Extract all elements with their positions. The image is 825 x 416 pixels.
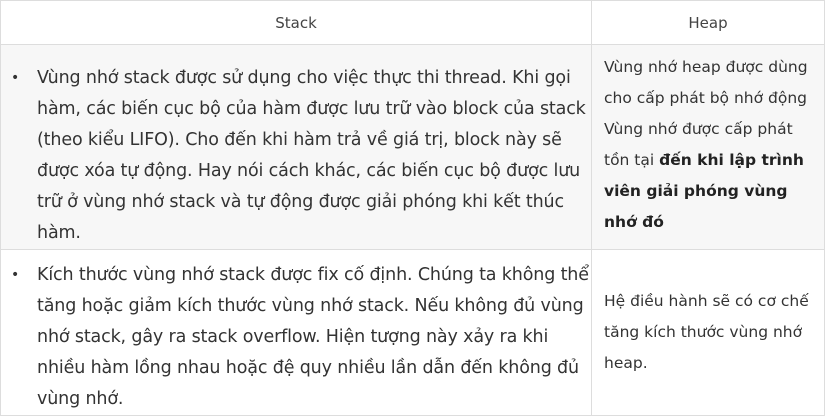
stack-list — [1, 45, 591, 249]
list-item — [11, 260, 591, 415]
table-header-row — [1, 1, 825, 45]
stack-cell — [1, 250, 592, 416]
heap-cell — [592, 250, 825, 416]
stack-text: Kích thước vùng nhớ stack được fix cố định. Chúng ta không thể tăng hoặc giảm kích thước vùng nhớ stack. Nếu không đủ vùng nhớ stack, gây ra stack overflow. Hiện tượng này xảy ra khi nhiều hàm lồng nhau hoặc đệ quy nhiều lần dẫn đến không đủ vùng nhớ. — [37, 265, 589, 409]
bullet-icon: • — [11, 267, 20, 283]
stack-cell — [1, 45, 592, 250]
stack-list — [1, 250, 591, 415]
list-item — [11, 63, 591, 249]
header-heap: Heap — [592, 1, 825, 45]
heap-bold-text: đến khi lập trình viên giải phóng vùng nhớ đó — [604, 151, 804, 231]
stack-text: Vùng nhớ stack được sử dụng cho việc thực thi thread. Khi gọi hàm, các biến cục bộ của hàm được lưu trữ vào block của stack (theo kiểu LIFO). Cho đến khi hàm trả về giá trị, block này sẽ được xóa tự động. Hay nói cách khác, các biến cục bộ được lưu trữ ở vùng nhớ stack và tự động được giải phóng khi kết thúc hàm. — [37, 68, 586, 243]
header-stack: Stack — [1, 1, 592, 45]
heap-text-2: Vùng nhớ được cấp phát tồn tại — [604, 120, 793, 169]
table-row — [1, 45, 825, 250]
heap-text: Vùng nhớ heap được dùng cho cấp phát bộ nhớ động — [604, 58, 808, 107]
table-row — [1, 250, 825, 416]
bullet-icon: • — [11, 70, 20, 86]
heap-cell — [592, 45, 825, 250]
heap-text: Hệ điều hành sẽ có cơ chế tăng kích thước vùng nhớ heap. — [604, 292, 809, 372]
